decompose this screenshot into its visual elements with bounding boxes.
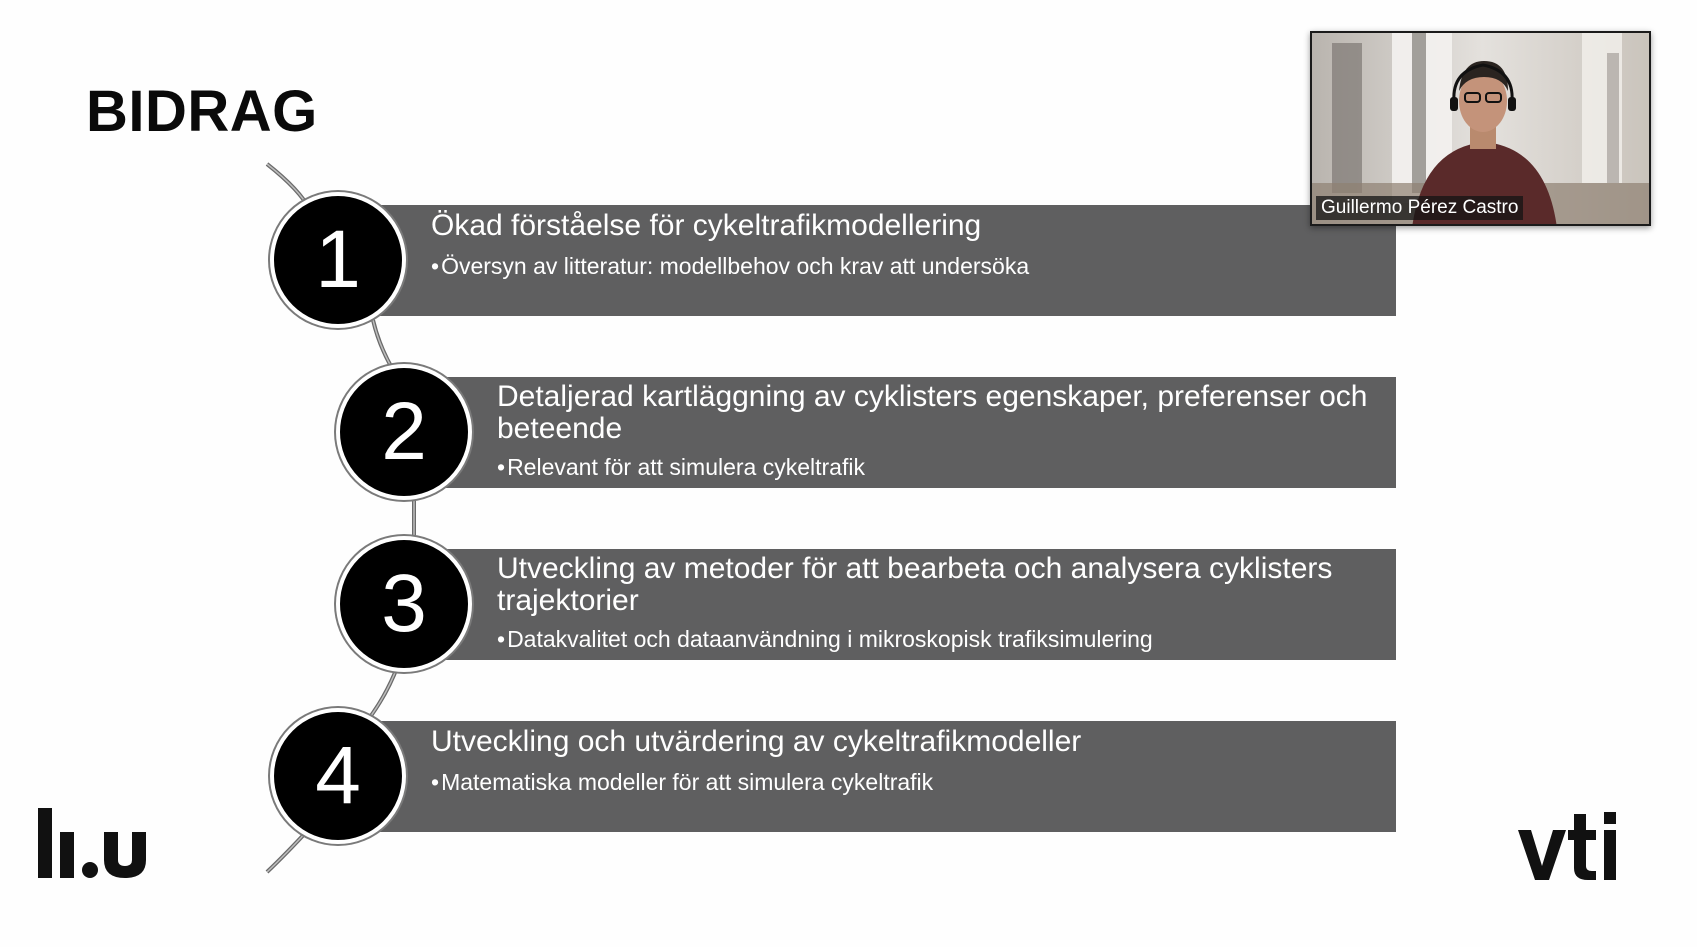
- contribution-bullet-2: [497, 453, 1396, 481]
- contribution-number-2: 2: [336, 364, 472, 500]
- contribution-number-1: 1: [270, 192, 406, 328]
- bullet-glyph: •: [497, 454, 506, 480]
- contribution-number-3: 3: [336, 536, 472, 672]
- contribution-heading-3: Utveckling av metoder för att bearbeta och analysera cyklisters trajektorier: [497, 552, 1333, 617]
- bullet-glyph: •: [431, 253, 440, 279]
- contribution-bullet-text-1: Översyn av litteratur: modellbehov och krav att undersöka: [441, 253, 1030, 279]
- contribution-heading-4: Utveckling och utvärdering av cykeltrafikmodeller: [431, 725, 1082, 758]
- contribution-bullet-4: [431, 768, 1396, 796]
- slide-title: BIDRAG: [86, 79, 318, 144]
- contribution-bullet-text-4: Matematiska modeller för att simulera cykeltrafik: [441, 769, 934, 795]
- contribution-bar-1: [338, 205, 1396, 316]
- contribution-heading-1: Ökad förståelse för cykeltrafikmodellering: [431, 209, 982, 242]
- contribution-heading-2: Detaljerad kartläggning av cyklisters egenskaper, preferenser och beteende: [497, 380, 1368, 445]
- contribution-number-4: 4: [270, 708, 406, 844]
- contribution-bullet-text-2: Relevant för att simulera cykeltrafik: [507, 454, 865, 480]
- contribution-bar-3: [404, 549, 1396, 660]
- vti-logo: [1518, 810, 1624, 882]
- bullet-glyph: •: [431, 769, 440, 795]
- contribution-bullet-1: [431, 252, 1396, 280]
- contribution-bar-2: [404, 377, 1396, 488]
- participant-name-label: Guillermo Pérez Castro: [1316, 196, 1523, 220]
- contribution-bullet-3: [497, 625, 1396, 653]
- contribution-bullet-text-3: Datakvalitet och dataanvändning i mikroskopisk trafiksimulering: [507, 626, 1153, 652]
- participant-video-tile[interactable]: [1310, 31, 1651, 226]
- contribution-bar-4: [338, 721, 1396, 832]
- liu-logo: [38, 808, 160, 878]
- bullet-glyph: •: [497, 626, 506, 652]
